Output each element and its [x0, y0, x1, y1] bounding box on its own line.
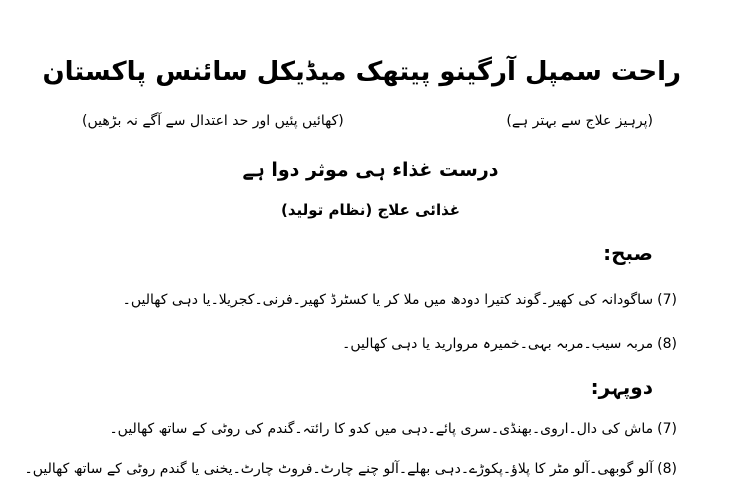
item-text: مربہ سیب۔مربہ بہی۔خمیرہ مروارید یا دہی کھالیں۔ — [342, 336, 654, 352]
item-text: ماش کی دال۔اروی۔بھنڈی۔سری پائے۔دہی میں کدو کا رائتہ۔گندم کی روٹی کے ساتھ کھالیں۔ — [109, 421, 654, 437]
item-number: (8) — [657, 461, 677, 477]
item-text: آلو گوبھی۔آلو مٹر کا پلاؤ۔پکوڑے۔دہی بھلے۔آلو چنے چارٹ۔فروٹ چارٹ۔یخنی یا گندم روٹی کے ساتھ کھالیں۔ — [24, 461, 654, 477]
note-moderation: (کھائیں پئیں اور حد اعتدال سے آگے نہ بڑھیں) — [82, 113, 344, 129]
item-number: (7) — [657, 421, 677, 437]
document-subtitle: درست غذاء ہی موثر دوا ہے — [242, 159, 499, 181]
list-item-morning-8 — [342, 332, 677, 356]
list-item-noon-8 — [25, 457, 677, 481]
list-item-morning-7 — [123, 288, 677, 312]
item-number: (7) — [657, 292, 677, 308]
document-title: راحت سمپل آرگینو پیتھک میڈیکل سائنس پاکستان — [42, 57, 681, 87]
document-subheading: غذائی علاج (نظام تولید) — [280, 201, 460, 219]
note-prevention: (پرہیز علاج سے بہتر ہے) — [506, 113, 653, 129]
item-text: ساگودانہ کی کھیر۔گوند کتیرا دودھ میں ملا کر یا کسٹرڈ کھیر۔فرنی۔کجریلا۔یا دہی کھالیں۔ — [122, 292, 654, 308]
item-number: (8) — [657, 336, 677, 352]
section-heading-morning: صبح: — [603, 241, 653, 265]
section-heading-noon: دوپہر: — [590, 375, 653, 399]
list-item-noon-7 — [109, 417, 677, 441]
